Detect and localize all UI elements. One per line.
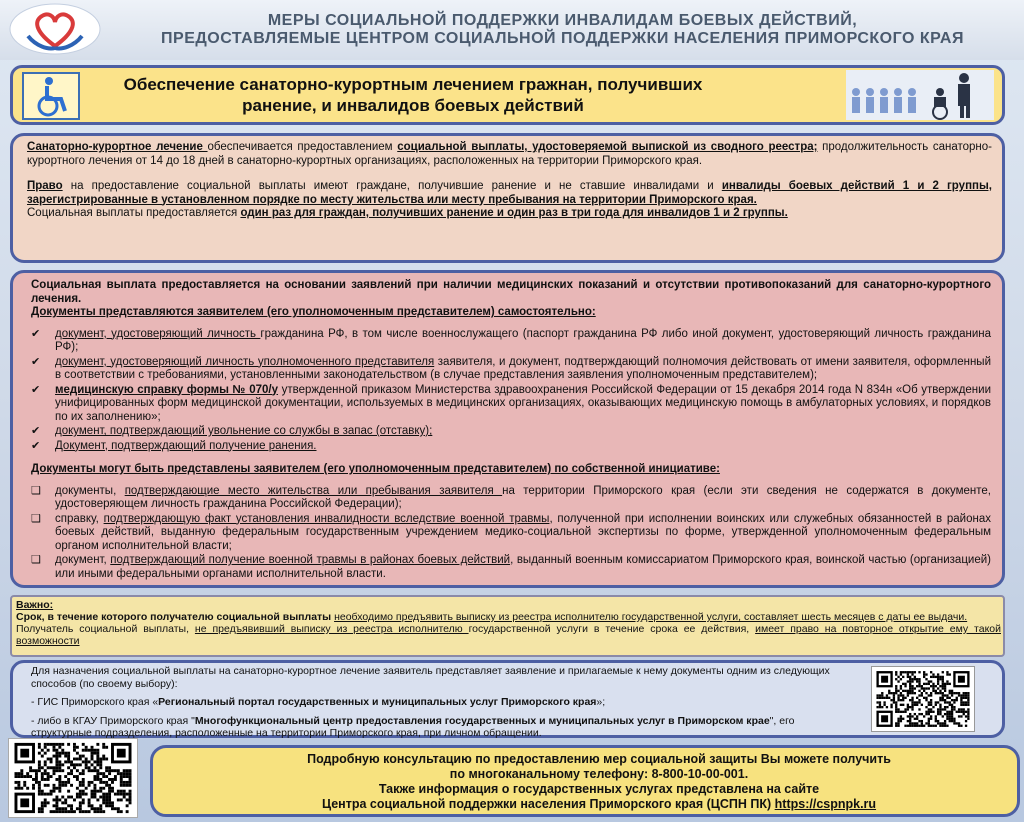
important-title: Важно:	[16, 599, 54, 611]
contact-line-3: Также информация о государственных услугах представлена на сайте	[378, 782, 820, 796]
text-span: , выданный военным комиссариатом Приморского края, воинской частью (организацией) или иными федеральными органами исполнительной власти.	[55, 554, 991, 580]
text-span: Срок, в течение которого получателю социальной выплаты	[16, 611, 335, 623]
important-line-2	[16, 623, 1001, 647]
documents-heading: Документы представляются заявителем (его уполномоченным представителем) самостоятельно:	[31, 306, 596, 318]
checkmark-icon: ✔	[31, 439, 41, 452]
emphasis-text: инвалиды боевых действий 1 и 2 группы, зарегистрированные в установленном порядке по месту жительства или месту пребывания на территории Приморского края.	[27, 180, 992, 206]
contact-line-1: Подробную консультацию по предоставлению мер социальной защиты Вы можете получить	[307, 752, 891, 766]
important-note-panel	[10, 595, 1005, 657]
eligibility-paragraph-1	[27, 141, 992, 168]
checkbox-icon: ❑	[31, 484, 41, 497]
text-span: на предоставление социальной выплаты имеют граждане, получившие ранение и не ставшие инвалидами и	[62, 180, 722, 192]
text-span: подтверждающие место жительства или пребывания заявителя	[124, 484, 503, 497]
list-item	[31, 384, 991, 425]
eligibility-panel	[10, 133, 1005, 263]
required-documents-list	[31, 328, 991, 454]
qr-code-icon[interactable]	[871, 666, 975, 732]
list-item	[31, 485, 991, 512]
text-span: документ, удостоверяющий личность уполномоченного представителя	[55, 355, 435, 368]
checkmark-icon: ✔	[31, 383, 41, 396]
eligibility-paragraph-3	[27, 207, 992, 221]
banner-title-line1: Обеспечение санаторно-курортным лечением гражнан, получивших	[123, 75, 703, 94]
banner-title-line2: ранение, и инвалидов боевых действий	[242, 96, 584, 115]
application-methods-panel	[10, 660, 1005, 738]
checkbox-icon: ❑	[31, 554, 41, 566]
contact-line-4	[229, 797, 969, 812]
heart-hands-logo-icon	[8, 2, 102, 56]
page-title-line1: МЕРЫ СОЦИАЛЬНОЙ ПОДДЕРЖКИ ИНВАЛИДАМ БОЕВЫХ ДЕЙСТВИЙ,	[267, 12, 858, 29]
list-item	[31, 513, 991, 554]
text-span: Получатель социальной выплаты,	[16, 623, 195, 635]
text-span: документ, подтверждающий увольнение со службы в запас (отставку);	[55, 425, 433, 437]
text-span: справку,	[55, 512, 104, 525]
contact-line-2: по многоканальному телефону: 8-800-10-00-001.	[449, 767, 749, 781]
term-label: Санаторно-курортное лечение	[27, 141, 208, 153]
topic-banner	[10, 65, 1005, 125]
text-span: государственной услуги в течение срока ее действия,	[468, 623, 756, 635]
eligibility-paragraph-2	[27, 180, 992, 207]
mfc-name: Многофункциональный центр предоставления государственных и муниципальных услуг в Приморском крае	[194, 714, 770, 727]
text-span: Документ, подтверждающий получение ранения.	[55, 439, 317, 452]
text-span: подтверждающий получение военной травмы в районах боевых действий	[110, 554, 511, 566]
methods-intro: Для назначения социальной выплаты на санаторно-курортное лечение заявитель представляет заявление и прилагаемые к нему документы одним из следующих способов (по своему выбору):	[31, 665, 830, 690]
list-item	[31, 440, 991, 454]
term-label: Право	[27, 180, 63, 192]
list-item	[31, 425, 991, 439]
optional-documents-heading: Документы могут быть представлены заявителем (его уполномоченным представителем) по собственной инициативе:	[31, 463, 720, 475]
page-header	[0, 0, 1024, 60]
method-portal	[31, 696, 831, 709]
checkbox-icon: ❑	[31, 512, 41, 525]
text-span: имеет право на повторное открытие ему такой возможности	[16, 623, 1001, 647]
optional-documents-list	[31, 485, 991, 582]
important-line-1	[16, 611, 1001, 623]
text-span: Центра социальной поддержки населения Приморского края (ЦСПН ПК)	[321, 797, 775, 811]
text-span: документы,	[55, 484, 125, 497]
emphasis-text: социальной выплаты, удостоверяемой выпиской из сводного реестра;	[397, 141, 818, 153]
people-silhouette-icon	[846, 70, 994, 120]
text-span: подтверждающую факт установления инвалидности вследствие военной травмы	[103, 512, 550, 525]
text-span: , полученной при исполнении воинских или служебных обязанностей в районах боевых действий, выданную федеральным государственным учреждением медико-социальной экспертизы по форме, утвержденной уполномоченным федеральным органом исполнительной власти;	[55, 512, 991, 552]
list-item	[31, 356, 991, 383]
text-span: - ГИС Приморского края «	[31, 696, 159, 708]
emphasis-text: один раз для граждан, получивших ранение и один раз в три года для инвалидов 1 и 2 группы.	[240, 207, 788, 219]
banner-title	[83, 74, 743, 116]
page-title	[110, 12, 1015, 48]
documents-panel	[10, 270, 1005, 588]
text-span: Социальная выплаты предоставляется	[27, 207, 241, 219]
list-item	[31, 554, 991, 581]
list-item	[31, 328, 991, 355]
text-span: на территории Приморского края (если эти сведения не содержатся в документе, удостоверяющем личность гражданина Российской Федерации);	[55, 484, 992, 510]
checkmark-icon: ✔	[31, 327, 41, 340]
contact-panel	[150, 745, 1020, 817]
text-span: гражданина РФ, в том числе военнослужащего (паспорт гражданина РФ либо иной документ, удостоверяющий личность гражданина РФ);	[55, 327, 991, 353]
portal-link[interactable]: Региональный портал государственных и муниципальных услуг Приморского края	[158, 696, 597, 708]
page-title-line2: ПРЕДОСТАВЛЯЕМЫЕ ЦЕНТРОМ СОЦИАЛЬНОЙ ПОДДЕРЖКИ НАСЕЛЕНИЯ ПРИМОРСКОГО КРАЯ	[161, 30, 964, 47]
wheelchair-icon	[21, 71, 81, 121]
text-span: документ, удостоверяющий личность	[55, 327, 261, 340]
checkmark-icon: ✔	[31, 355, 41, 368]
text-span: утвержденной приказом Министерства здравоохранения Российской Федерации от 15 декабря 2014 года N 834н «Об утверждении унифицированных форм медицинской документации, используемых в медицинских организациях, оказывающих медицинскую помощь в амбулаторных условиях, и порядков по их заполнению»;	[55, 383, 991, 423]
text-span: медицинскую справку формы № 070/у	[55, 383, 279, 396]
text-span: »;	[596, 696, 606, 708]
text-span: документ,	[55, 554, 111, 566]
text-span: обеспечивается предоставлением	[207, 141, 398, 153]
checkmark-icon: ✔	[31, 425, 41, 437]
website-link[interactable]: https://cspnpk.ru	[774, 797, 877, 811]
documents-lead: Социальная выплата предоставляется на основании заявлений при наличии медицинских показаний и отсутствии противопоказаний для санаторно-курортного лечения.	[31, 279, 991, 305]
text-span: не предъявивший выписку из реестра исполнителю	[194, 623, 469, 635]
method-mfc	[31, 715, 831, 740]
qr-code-icon[interactable]	[8, 738, 138, 818]
text-span: ", его структурные подразделения, расположенные на территории Приморского края, при личном обращении.	[31, 714, 795, 739]
text-span: заявителя, и документ, подтверждающий полномочия действовать от имени заявителя, оформленный в соответствии с требованиями, установленными законодательством (в случае представления заявления уполномоченным представителем);	[55, 355, 991, 381]
text-span: необходимо предъявить выписку из реестра исполнителю государственной услуги, составляет шесть месяцев с даты ее выдачи.	[334, 611, 968, 623]
text-span: - либо в КГАУ Приморского края "	[31, 714, 195, 727]
text-span: продолжительность санаторно-курортного лечения от 14 до 18 дней в санаторно-курортных организациях, расположенных на территории Приморского края.	[27, 141, 992, 167]
